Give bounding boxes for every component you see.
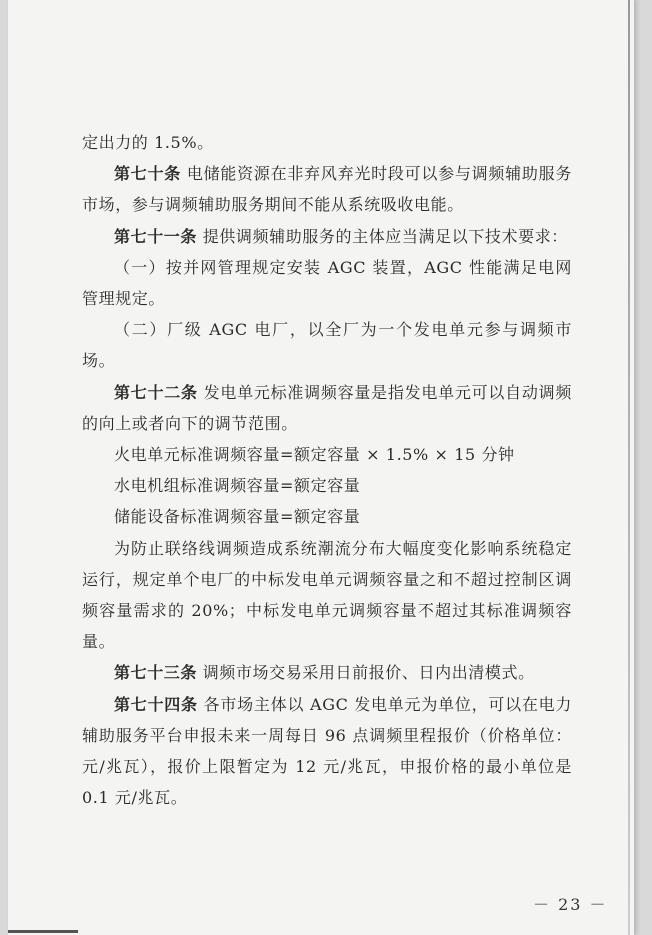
paragraph [82,127,572,158]
document-body [82,127,572,813]
page-number: － 23 － [533,895,608,914]
paragraph-text: 火电单元标准调频容量=额定容量 × 1.5% × 15 分钟 [114,445,515,465]
article-number: 第七十四条 [114,694,198,714]
paragraph-text: 定出力的 1.5%。 [82,133,214,152]
paragraph [82,501,572,532]
paragraph-text: 各市场主体以 AGC 发电单元为单位，可以在电力辅助服务平台申报未来一周每日 96 点调频里程报价（价格单位：元/兆瓦），报价上限暂定为 12 元/兆瓦，申报价格的最小单位是 0.1 元/兆瓦。 [82,694,572,808]
paragraph [82,158,572,220]
document-page [8,0,635,935]
paragraph-text: 储能设备标准调频容量=额定容量 [114,507,361,527]
paragraph-text: （二）厂级 AGC 电厂，以全厂为一个发电单元参与调频市场。 [82,320,572,371]
paragraph [82,689,572,814]
paragraph [82,439,572,470]
article-number: 第七十条 [114,164,182,184]
paragraph-text: 为防止联络线调频造成系统潮流分布大幅度变化影响系统稳定运行，规定单个电厂的中标发电单元调频容量之和不超过控制区调频容量需求的 20%；中标发电单元调频容量不超过其标准调频容量。 [82,538,572,652]
paragraph-text: 提供调频辅助服务的主体应当满足以下技术要求： [202,226,568,246]
paragraph-text: 调频市场交易采用日前报价、日内出清模式。 [202,663,535,683]
scan-mark [8,930,78,933]
paragraph-text: 发电单元标准调频容量是指发电单元可以自动调频的向上或者向下的调节范围。 [82,382,572,433]
paragraph [82,377,572,439]
paragraph-text: （一）按并网管理规定安装 AGC 装置，AGC 性能满足电网管理规定。 [82,257,572,309]
paragraph [82,314,572,376]
article-number: 第七十一条 [114,226,198,246]
paragraph [82,533,572,658]
paragraph [82,470,572,501]
paragraph [82,221,572,252]
paragraph-text: 电储能资源在非弃风弃光时段可以参与调频辅助服务市场，参与调频辅助服务期间不能从系统吸收电能。 [82,164,572,215]
article-number: 第七十二条 [114,382,198,402]
article-number: 第七十三条 [114,663,198,683]
paragraph [82,657,572,688]
paragraph [82,252,572,314]
page-edge [628,0,630,935]
paragraph-text: 水电机组标准调频容量=额定容量 [114,476,361,496]
